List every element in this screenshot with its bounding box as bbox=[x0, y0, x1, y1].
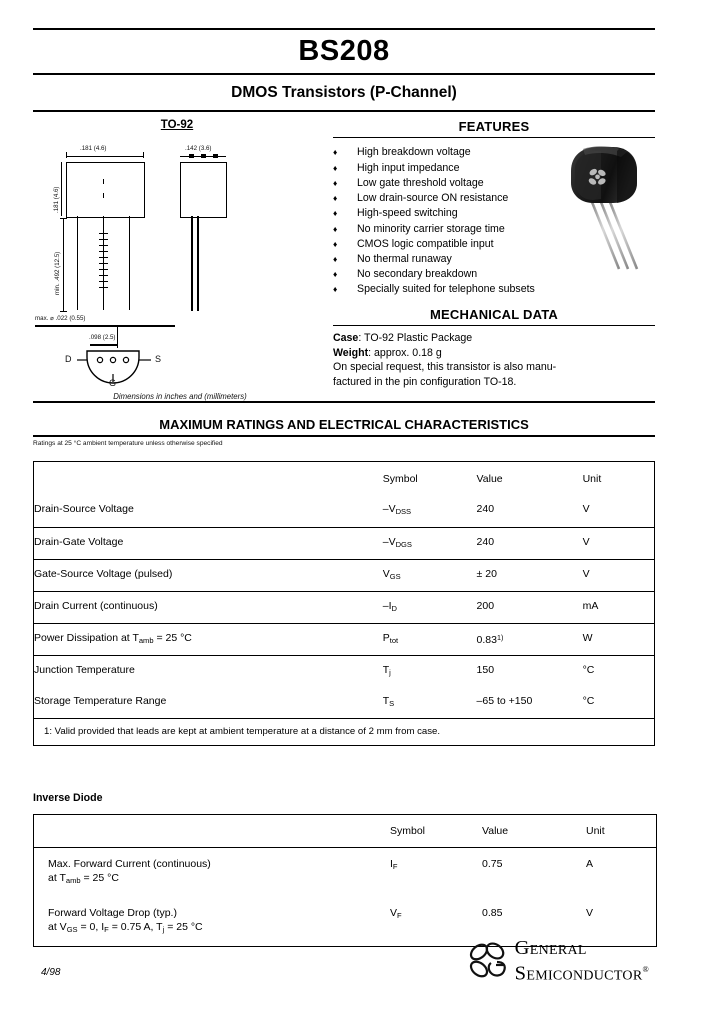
diamond-bullet-icon: ♦ bbox=[333, 284, 338, 295]
feature-label: Low gate threshold voltage bbox=[357, 176, 484, 189]
table-footnote-row bbox=[34, 719, 655, 746]
cell-unit: °C bbox=[582, 695, 595, 708]
feature-label: High-speed switching bbox=[357, 207, 458, 220]
case-colon: : bbox=[358, 332, 362, 345]
lead-1 bbox=[77, 216, 78, 310]
table-header-row bbox=[34, 462, 655, 496]
dim-lead-spacing-label: .098 (2.5) bbox=[89, 334, 116, 342]
mechanical-rule bbox=[333, 325, 655, 326]
header-block bbox=[33, 0, 655, 112]
case-value: TO-92 Plastic Package bbox=[364, 332, 473, 345]
feature-label: High input impedance bbox=[357, 161, 460, 174]
lead-3 bbox=[129, 216, 130, 310]
feature-label: Specially suited for telephone subsets bbox=[357, 283, 535, 296]
side-lead-2 bbox=[197, 216, 199, 311]
cell-value: 240 bbox=[477, 527, 583, 559]
table-row bbox=[34, 495, 655, 527]
pin-label-drain: D bbox=[65, 354, 72, 365]
weight-label: Weight bbox=[333, 346, 369, 359]
cell-value: 240 bbox=[476, 503, 495, 516]
dimensions-caption: Dimensions in inches and (millimeters) bbox=[113, 392, 247, 402]
dim-lead-diameter-label: max. ⌀ .022 (0.55) bbox=[35, 315, 86, 323]
column-header-unit: Unit bbox=[586, 825, 605, 838]
list-item bbox=[333, 282, 655, 297]
cell-parameter-line-1: Forward Voltage Drop (typ.) bbox=[48, 907, 177, 920]
mechanical-note-line-1: On special request, this transistor is also manu- bbox=[333, 361, 557, 374]
cell-parameter: Storage Temperature Range bbox=[34, 695, 167, 708]
mechanical-note-line-2: factured in the pin configuration TO-18. bbox=[333, 375, 517, 388]
dim-body-height-label: .181 (4.6) bbox=[53, 187, 60, 214]
ratings-rule-top bbox=[33, 401, 655, 403]
table-row bbox=[34, 527, 655, 559]
dim-tick-b bbox=[143, 152, 144, 158]
side-pin-mark-1 bbox=[189, 154, 194, 158]
diamond-bullet-icon: ♦ bbox=[333, 253, 338, 264]
cell-value: 150 bbox=[477, 656, 583, 688]
cell-value: 0.83$^{1)}$ bbox=[477, 623, 583, 655]
dim-lead-tick-bottom bbox=[60, 311, 67, 312]
cell-unit: V bbox=[586, 907, 594, 920]
cell-parameter: Drain-Gate Voltage bbox=[34, 527, 383, 559]
cell-unit: mA bbox=[583, 591, 655, 623]
cell-value: –65 to +150 bbox=[476, 695, 533, 708]
to92-transistor-photo bbox=[557, 143, 653, 273]
maximum-ratings-body bbox=[34, 462, 655, 746]
diamond-bullet-icon: ♦ bbox=[333, 193, 338, 204]
side-lead bbox=[191, 216, 193, 311]
datasheet-page bbox=[33, 0, 655, 1012]
cell-value: 0.85 bbox=[482, 907, 503, 920]
cell-unit: A bbox=[586, 848, 657, 898]
side-pin-mark-3 bbox=[213, 154, 218, 158]
pin-label-gate: G bbox=[109, 378, 117, 389]
case-label: Case bbox=[333, 332, 359, 345]
page-title: BS208 bbox=[298, 35, 390, 67]
features-mechanical-column bbox=[333, 119, 655, 401]
table-row bbox=[34, 848, 657, 898]
trademark-symbol: ® bbox=[642, 964, 649, 974]
package-title: TO-92 bbox=[160, 119, 194, 132]
dim-body-depth-label: .142 (3.6) bbox=[185, 145, 212, 153]
side-pin-mark-2 bbox=[201, 154, 206, 158]
cell-unit: V bbox=[582, 503, 590, 516]
table-row bbox=[34, 656, 655, 688]
feature-label: Low drain-source ON resistance bbox=[357, 192, 509, 205]
feature-label: No thermal runaway bbox=[357, 252, 452, 265]
cell-symbol: $T_j$ bbox=[383, 656, 477, 688]
table-row bbox=[34, 623, 655, 655]
cell-parameter: Power Dissipation at $T_{amb} = 25$ °C bbox=[34, 623, 383, 655]
mechanical-heading: MECHANICAL DATA bbox=[430, 306, 558, 322]
cell-parameter: Drain-Source Voltage bbox=[34, 503, 134, 516]
feature-label: CMOS logic compatible input bbox=[357, 237, 494, 250]
clover-logo-icon bbox=[466, 938, 512, 984]
diamond-bullet-icon: ♦ bbox=[333, 269, 338, 280]
upper-section bbox=[33, 119, 655, 401]
dim-lead-tick-top bbox=[60, 218, 67, 219]
ratings-rule-bottom bbox=[33, 435, 655, 437]
cell-unit: V bbox=[583, 559, 655, 591]
to92-body-front bbox=[66, 162, 145, 218]
company-name bbox=[515, 938, 649, 984]
cell-value: ± 20 bbox=[477, 559, 583, 591]
diamond-bullet-icon: ♦ bbox=[333, 238, 338, 249]
lead-hatch bbox=[99, 233, 108, 289]
to92-outline-drawing bbox=[33, 135, 333, 390]
cell-unit: °C bbox=[583, 656, 655, 688]
page-subtitle: DMOS Transistors (P-Channel) bbox=[231, 84, 457, 102]
column-header-parameter bbox=[34, 815, 391, 848]
to92-body-side bbox=[180, 162, 227, 218]
column-header-value: Value bbox=[482, 825, 509, 838]
inverse-diode-label: Inverse Diode bbox=[33, 792, 103, 805]
cell-parameter: Gate-Source Voltage (pulsed) bbox=[34, 559, 383, 591]
dim-body-height-line bbox=[61, 162, 62, 216]
column-header-parameter bbox=[34, 462, 383, 496]
cell-value: 0.75 bbox=[482, 848, 586, 898]
ratings-footnote: 1: Valid provided that leads are kept at ambient temperature at a distance of 2 mm from case. bbox=[34, 719, 655, 746]
cell-symbol: $-V_{DGS}$ bbox=[383, 527, 477, 559]
diamond-bullet-icon: ♦ bbox=[333, 208, 338, 219]
features-section bbox=[333, 119, 655, 297]
table-row bbox=[34, 559, 655, 591]
mechanical-body bbox=[333, 331, 655, 389]
cell-value: 200 bbox=[477, 591, 583, 623]
company-name-line-1: General bbox=[514, 936, 587, 959]
company-name-line-2 bbox=[515, 959, 649, 984]
company-name-line-2-text: Semiconductor bbox=[514, 962, 643, 984]
mechanical-data-section bbox=[333, 308, 655, 390]
table-row bbox=[34, 687, 655, 719]
cell-symbol: $-V_{DSS}$ bbox=[382, 503, 412, 517]
dim-baseline bbox=[35, 325, 175, 326]
column-header-value: Value bbox=[476, 473, 503, 486]
cell-parameter-line-1: Max. Forward Current (continuous) bbox=[48, 858, 211, 871]
cell-symbol: $-I_D$ bbox=[383, 591, 477, 623]
body-mark-1 bbox=[103, 179, 104, 184]
diamond-bullet-icon: ♦ bbox=[333, 162, 338, 173]
cell-symbol: $P_{tot}$ bbox=[383, 623, 477, 655]
column-header-symbol: Symbol bbox=[382, 473, 418, 486]
dim-body-width-line bbox=[66, 156, 144, 157]
weight-value: approx. 0.18 g bbox=[374, 346, 442, 359]
features-heading: FEATURES bbox=[458, 119, 530, 135]
pin-label-source: S bbox=[155, 354, 162, 365]
column-header-symbol: Symbol bbox=[390, 825, 426, 838]
feature-label: No secondary breakdown bbox=[357, 268, 478, 281]
cell-parameter: Drain Current (continuous) bbox=[34, 591, 383, 623]
dim-tick-a bbox=[66, 152, 67, 158]
package-drawing-column bbox=[33, 119, 333, 401]
dim-body-width-label: .181 (4.6) bbox=[80, 145, 107, 153]
cell-parameter-line-2: at $V_{GS} = 0$, $I_F = 0.75$ A, $T_j = 25$ °C bbox=[48, 921, 203, 935]
cell-parameter: Junction Temperature bbox=[34, 656, 383, 688]
cell-parameter-line-2: at $T_{amb} = 25$ °C bbox=[48, 872, 119, 886]
dim-lead-length-label: min. .492 (12.5) bbox=[54, 252, 61, 296]
cell-unit: V bbox=[583, 527, 655, 559]
body-mark-2 bbox=[103, 193, 104, 198]
cell-symbol: $V_F$ bbox=[390, 907, 402, 921]
diamond-bullet-icon: ♦ bbox=[333, 223, 338, 234]
pin-configuration-diagram bbox=[63, 341, 193, 389]
column-header-unit: Unit bbox=[582, 473, 602, 486]
page-footer bbox=[33, 920, 655, 990]
header-rule-bottom bbox=[33, 110, 655, 112]
table-row bbox=[34, 591, 655, 623]
cell-unit: W bbox=[583, 623, 655, 655]
cell-symbol: $V_{GS}$ bbox=[383, 559, 477, 591]
feature-label: High breakdown voltage bbox=[357, 146, 471, 159]
weight-row bbox=[333, 346, 655, 361]
dim-lead-length-line bbox=[63, 218, 64, 312]
weight-colon: : bbox=[368, 346, 372, 359]
ratings-heading: MAXIMUM RATINGS AND ELECTRICAL CHARACTERISTICS bbox=[159, 417, 529, 433]
case-row bbox=[333, 331, 655, 346]
diamond-bullet-icon: ♦ bbox=[333, 177, 338, 188]
cell-symbol: $T_S$ bbox=[382, 695, 395, 709]
ratings-note: Ratings at 25 °C ambient temperature unless otherwise specified bbox=[33, 440, 223, 448]
table-header-row bbox=[34, 815, 657, 848]
diamond-bullet-icon: ♦ bbox=[333, 147, 338, 158]
ratings-section bbox=[33, 401, 655, 746]
page-date: 4/98 bbox=[41, 967, 61, 978]
company-logo bbox=[466, 938, 649, 984]
feature-label: No minority carrier storage time bbox=[357, 222, 505, 235]
cell-symbol: $I_F$ bbox=[390, 848, 482, 898]
features-rule bbox=[333, 137, 655, 138]
cell-parameter bbox=[34, 848, 391, 898]
maximum-ratings-table bbox=[33, 461, 655, 746]
